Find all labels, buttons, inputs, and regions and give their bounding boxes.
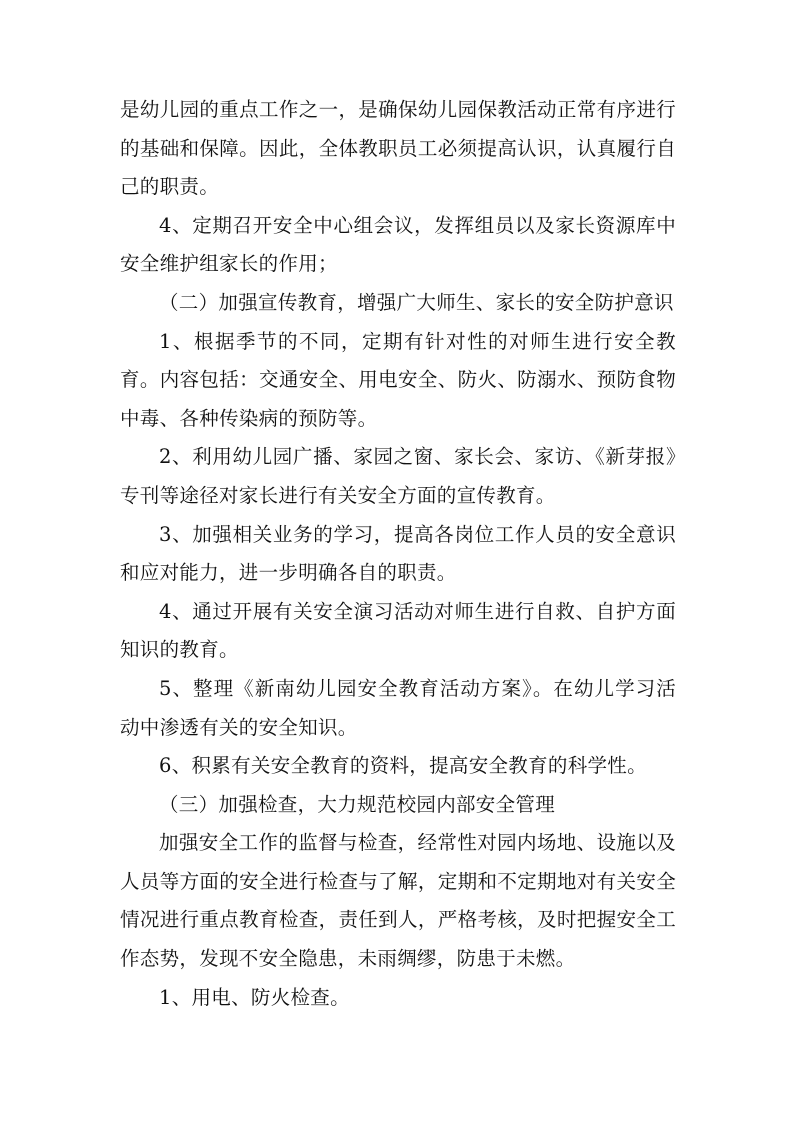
paragraph-item-2-broadcast: 2、利用幼儿园广播、家园之窗、家长会、家访、《新芽报》专刊等途径对家长进行有关安全方面的宣传教育。 [120, 445, 676, 507]
paragraph-item-3-training: 3、加强相关业务的学习，提高各岗位工作人员的安全意识和应对能力，进一步明确各自的职责。 [120, 522, 676, 585]
paragraph-item-6-materials: 6、积累有关安全教育的资料，提高安全教育的科学性。 [159, 754, 647, 778]
paragraph-item-5-plan: 5、整理《新南幼儿园安全教育活动方案》。在幼儿学习活动中渗透有关的安全知识。 [120, 676, 676, 739]
paragraph-item-4-drill: 4、通过开展有关安全演习活动对师生进行自救、自护方面知识的教育。 [120, 599, 676, 662]
document-body [120, 91, 676, 1017]
paragraph-continuation: 是幼儿园的重点工作之一，是确保幼儿园保教活动正常有序进行的基础和保障。因此，全体教职员工必须提高认识，认真履行自己的职责。 [120, 98, 676, 199]
paragraph-inspection: 加强安全工作的监督与检查，经常性对园内场地、设施以及人员等方面的安全进行检查与了解，定期和不定期地对有关安全情况进行重点教育检查，责任到人，严格考核，及时把握安全工作态势，发现不安全隐患，未雨绸缪，防患于未燃。 [120, 831, 676, 971]
paragraph-item-4-meeting: 4、定期召开安全中心组会议，发挥组员以及家长资源库中安全维护组家长的作用； [120, 213, 676, 276]
section-heading-2: （二）加强宣传教育，增强广大师生、家长的安全防护意识 [159, 290, 674, 314]
paragraph-item-1-electricity: 1、用电、防火检查。 [159, 985, 350, 1009]
section-heading-3: （三）加强检查，大力规范校园内部安全管理 [159, 792, 556, 816]
paragraph-item-1-season: 1、根据季节的不同，定期有针对性的对师生进行安全教育。内容包括：交通安全、用电安全、防火、防溺水、预防食物中毒、各种传染病的预防等。 [120, 329, 676, 430]
